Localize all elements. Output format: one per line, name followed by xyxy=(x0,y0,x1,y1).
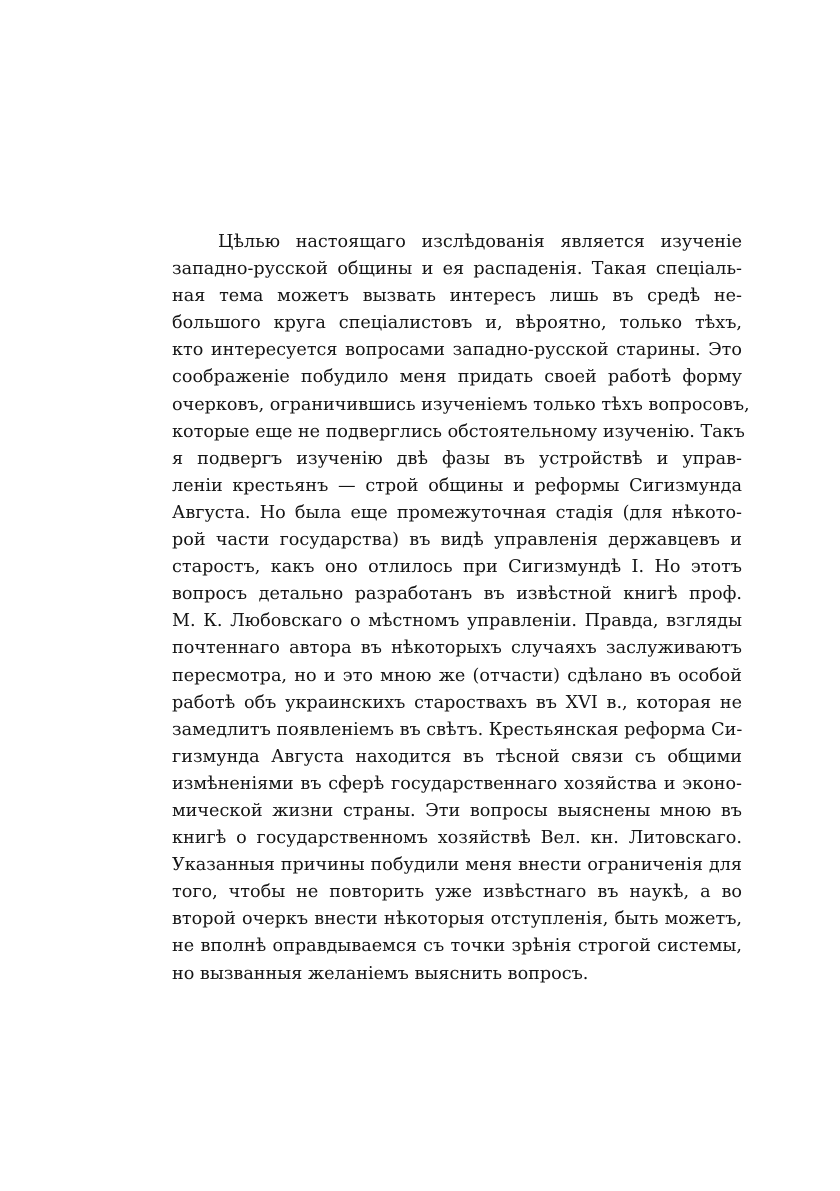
text-line: М. К. Любовскаго о мѣстномъ управленіи. Правда, взгляды xyxy=(172,611,742,632)
text-line: мической жизни страны. Эти вопросы выяснены мною въ xyxy=(172,800,742,821)
preface-paragraph xyxy=(172,229,750,988)
text-line: книгѣ о государственномъ хозяйствѣ Вел. кн. Литовскаго. xyxy=(172,828,742,849)
text-line: соображеніе побудило меня придать своей работѣ форму xyxy=(172,367,742,388)
text-line: но вызванныя желаніемъ выяснить вопросъ. xyxy=(172,963,589,984)
text-line: западно-русской общины и ея распаденія. Такая спеціаль- xyxy=(172,259,742,280)
text-line: почтеннаго автора въ нѣкоторыхъ случаяхъ заслуживаютъ xyxy=(172,638,742,659)
text-line: измѣненіями въ сферѣ государственнаго хозяйства и эконо- xyxy=(172,773,742,794)
text-line: кто интересуется вопросами западно-русской старины. Это xyxy=(172,340,742,361)
text-line: я подвергъ изученію двѣ фазы въ устройствѣ и управ- xyxy=(172,448,742,469)
text-line: замедлитъ появленіемъ въ свѣтъ. Крестьянская реформа Си- xyxy=(172,719,743,740)
text-line: работѣ объ украинскихъ староствахъ въ XVI в., которая не xyxy=(172,692,742,713)
text-line: гизмунда Августа находится въ тѣсной связи съ общими xyxy=(172,746,742,767)
text-line: ная тема можетъ вызвать интересъ лишь въ средѣ не- xyxy=(172,286,742,307)
text-line: большого круга спеціалистовъ и, вѣроятно, только тѣхъ, xyxy=(172,313,742,334)
text-line: леніи крестьянъ — строй общины и реформы Сигизмунда xyxy=(172,475,742,496)
text-line: пересмотра, но и это мною же (отчасти) сдѣлано въ особой xyxy=(172,665,742,686)
text-line: того, чтобы не повторить уже извѣстнаго въ наукѣ, а во xyxy=(172,882,742,903)
text-line: вопросъ детально разработанъ въ извѣстной книгѣ проф. xyxy=(172,584,742,605)
text-line: Августа. Но была еще промежуточная стадія (для нѣкото- xyxy=(172,502,742,523)
text-line: старостъ, какъ оно отлилось при Сигизмундѣ I. Но этотъ xyxy=(172,557,742,578)
text-line: очерковъ, ограничившись изученіемъ только тѣхъ вопросовъ, xyxy=(172,394,750,415)
text-line: Указанныя причины побудили меня внести ограниченія для xyxy=(172,855,742,876)
text-line: не вполнѣ оправдываемся съ точки зрѣнія строгой системы, xyxy=(172,936,742,957)
text-line: Цѣлью настоящаго изслѣдованія является изученіе xyxy=(218,232,742,252)
text-line: второй очеркъ внести нѣкоторыя отступленія, быть можетъ, xyxy=(172,909,742,930)
text-line: которые еще не подверглись обстоятельному изученію. Такъ xyxy=(172,421,745,442)
text-line: рой части государства) въ видѣ управленія державцевъ и xyxy=(172,530,742,551)
